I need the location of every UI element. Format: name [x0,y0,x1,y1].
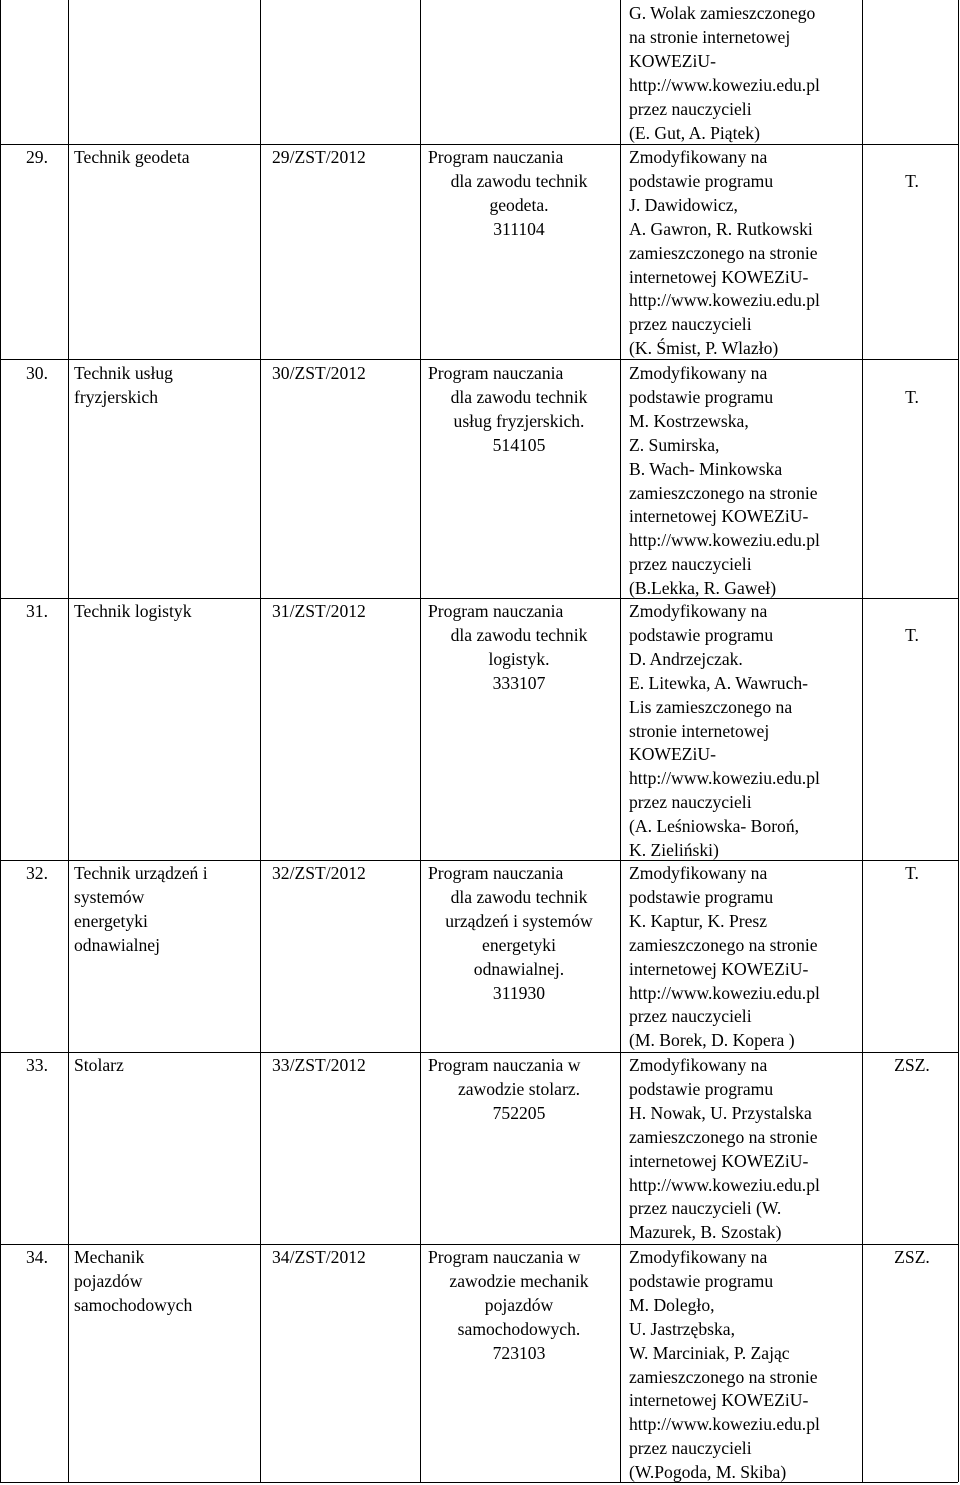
text-line: odnawialnej. [473,958,565,979]
text-line: (M. Borek, D. Kopera ) [629,1030,795,1051]
text-line: 752205 [492,1102,546,1123]
text-line: M. Doległo, [629,1294,715,1315]
program-description [428,362,610,458]
text-line: Program nauczania [428,147,564,167]
text-line: fryzjerskich [74,386,159,407]
school-type: T. [905,625,919,645]
text-line: podstawie programu [629,1270,774,1291]
program-description [428,862,610,1005]
text-line: dla zawodu technik [450,886,588,907]
profession-name [74,600,192,624]
text-line: 514105 [492,434,546,455]
text-line: przez nauczycieli [629,98,752,119]
text-line: Technik usług [74,363,173,383]
modification-note [629,146,861,361]
row-number: 31. [26,601,48,621]
text-line: Lis zamieszczonego na [629,696,793,717]
text-line: Technik geodeta [74,147,190,167]
text-line: Z. Sumirska, [629,434,720,455]
row-number: 30. [26,363,48,383]
program-code: 31/ZST/2012 [272,601,366,621]
text-line: K. Kaptur, K. Presz [629,910,768,931]
text-line: M. Kostrzewska, [629,410,749,431]
text-line: Program nauczania [428,601,564,621]
table-border-left [0,0,1,1482]
table-divider [420,0,421,1482]
text-line: http://www.koweziu.edu.pl [629,1414,820,1435]
text-line: (K. Śmist, P. Wlazło) [629,338,779,359]
text-line: internetowej KOWEZiU- [629,958,809,979]
text-line: zamieszczonego na stronie [629,1126,818,1147]
text-line: energetyki [482,934,556,955]
table-divider [620,0,621,1482]
program-code: 34/ZST/2012 [272,1247,366,1267]
text-line: przez nauczycieli [629,792,752,813]
text-line: KOWEZiU- [629,744,716,765]
modification-note [629,1054,861,1245]
text-line: przez nauczycieli [629,1438,752,1459]
text-line: Technik logistyk [74,601,192,621]
text-line: J. Dawidowicz, [629,194,738,215]
text-line: http://www.koweziu.edu.pl [629,768,820,789]
text-line: zamieszczonego na stronie [629,242,818,263]
text-line: B. Wach- Minkowska [629,458,783,479]
row-number: 33. [26,1055,48,1075]
text-line: energetyki [74,910,148,931]
program-description [428,1246,610,1366]
text-line: http://www.koweziu.edu.pl [629,74,820,95]
text-line: podstawie programu [629,386,774,407]
text-line: Zmodyfikowany na [629,363,768,383]
modification-note [629,1246,861,1485]
text-line: A. Gawron, R. Rutkowski [629,218,813,239]
text-line: Zmodyfikowany na [629,147,768,167]
text-line: urządzeń i systemów [445,910,593,931]
text-line: zamieszczonego na stronie [629,934,818,955]
text-line: pojazdów [484,1294,554,1315]
modification-note [629,862,861,1053]
text-line: G. Wolak zamieszczonego [629,3,816,23]
text-line: dla zawodu technik [450,624,588,645]
profession-name [74,1054,124,1078]
previous-row-continuation [629,2,861,145]
school-type: T. [905,387,919,407]
text-line: Program nauczania w [428,1055,581,1075]
profession-name [74,1246,234,1318]
text-line: H. Nowak, U. Przystalska [629,1102,812,1123]
text-line: (A. Leśniowska- Boroń, [629,816,800,837]
text-line: Stolarz [74,1055,124,1075]
text-line: Mazurek, B. Szostak) [629,1222,782,1243]
text-line: zamieszczonego na stronie [629,1366,818,1387]
text-line: internetowej KOWEZiU- [629,266,809,287]
text-line: podstawie programu [629,170,774,191]
text-line: dla zawodu technik [450,386,588,407]
text-line: usług fryzjerskich. [453,410,585,431]
school-type: T. [905,171,919,191]
text-line: zawodzie stolarz. [457,1078,581,1099]
table-divider [260,0,261,1482]
text-line: Program nauczania [428,363,564,383]
text-line: (E. Gut, A. Piątek) [629,122,760,143]
text-line: http://www.koweziu.edu.pl [629,530,820,551]
text-line: samochodowych. [457,1318,581,1339]
profession-name [74,146,190,170]
text-line: 333107 [492,672,546,693]
profession-name [74,362,234,410]
row-number: 29. [26,147,48,167]
text-line: Program nauczania w [428,1247,581,1267]
program-description [428,146,610,242]
text-line: internetowej KOWEZiU- [629,1150,809,1171]
text-line: logistyk. [488,648,550,669]
table-divider [68,0,69,1482]
program-code: 29/ZST/2012 [272,147,366,167]
text-line: przez nauczycieli [629,554,752,575]
text-line: stronie internetowej [629,720,770,741]
modification-note [629,362,861,601]
text-line: (W.Pogoda, M. Skiba) [629,1462,787,1483]
text-line: podstawie programu [629,886,774,907]
text-line: W. Marciniak, P. Zając [629,1342,790,1363]
text-line: http://www.koweziu.edu.pl [629,1174,820,1195]
text-line: KOWEZiU- [629,50,716,71]
profession-name [74,862,234,958]
text-line: Zmodyfikowany na [629,1247,768,1267]
program-description [428,600,610,696]
text-line: systemów [74,886,145,907]
text-line: Technik urządzeń i [74,863,208,883]
text-line: samochodowych [74,1294,193,1315]
text-line: Zmodyfikowany na [629,1055,768,1075]
text-line: zawodzie mechanik [449,1270,589,1291]
program-description [428,1054,610,1126]
text-line: dla zawodu technik [450,170,588,191]
text-line: pojazdów [74,1270,143,1291]
text-line: na stronie internetowej [629,26,791,47]
text-line: podstawie programu [629,1078,774,1099]
text-line: Mechanik [74,1247,145,1267]
text-line: geodeta. [489,194,549,215]
program-code: 30/ZST/2012 [272,363,366,383]
text-line: podstawie programu [629,624,774,645]
text-line: Zmodyfikowany na [629,863,768,883]
text-line: 723103 [492,1342,546,1363]
school-type: T. [905,863,919,883]
text-line: E. Litewka, A. Wawruch- [629,672,809,693]
school-type: ZSZ. [894,1247,930,1267]
text-line: odnawialnej [74,934,160,955]
text-line: U. Jastrzębska, [629,1318,736,1339]
row-number: 34. [26,1247,48,1267]
text-line: 311104 [493,218,545,239]
school-type: ZSZ. [894,1055,930,1075]
text-line: przez nauczycieli [629,1006,752,1027]
text-line: D. Andrzejczak. [629,648,743,669]
table-border-right [958,0,959,1482]
text-line: zamieszczonego na stronie [629,482,818,503]
text-line: przez nauczycieli (W. [629,1198,782,1219]
text-line: (B.Lekka, R. Gaweł) [629,578,777,599]
text-line: Zmodyfikowany na [629,601,768,621]
program-code: 33/ZST/2012 [272,1055,366,1075]
text-line: Program nauczania [428,863,564,883]
modification-note [629,600,861,863]
program-code: 32/ZST/2012 [272,863,366,883]
text-line: http://www.koweziu.edu.pl [629,290,820,311]
text-line: internetowej KOWEZiU- [629,1390,809,1411]
table-divider [862,0,863,1482]
text-line: przez nauczycieli [629,314,752,335]
text-line: http://www.koweziu.edu.pl [629,982,820,1003]
row-number: 32. [26,863,48,883]
text-line: 311930 [492,982,546,1003]
text-line: K. Zieliński) [629,840,719,861]
text-line: internetowej KOWEZiU- [629,506,809,527]
